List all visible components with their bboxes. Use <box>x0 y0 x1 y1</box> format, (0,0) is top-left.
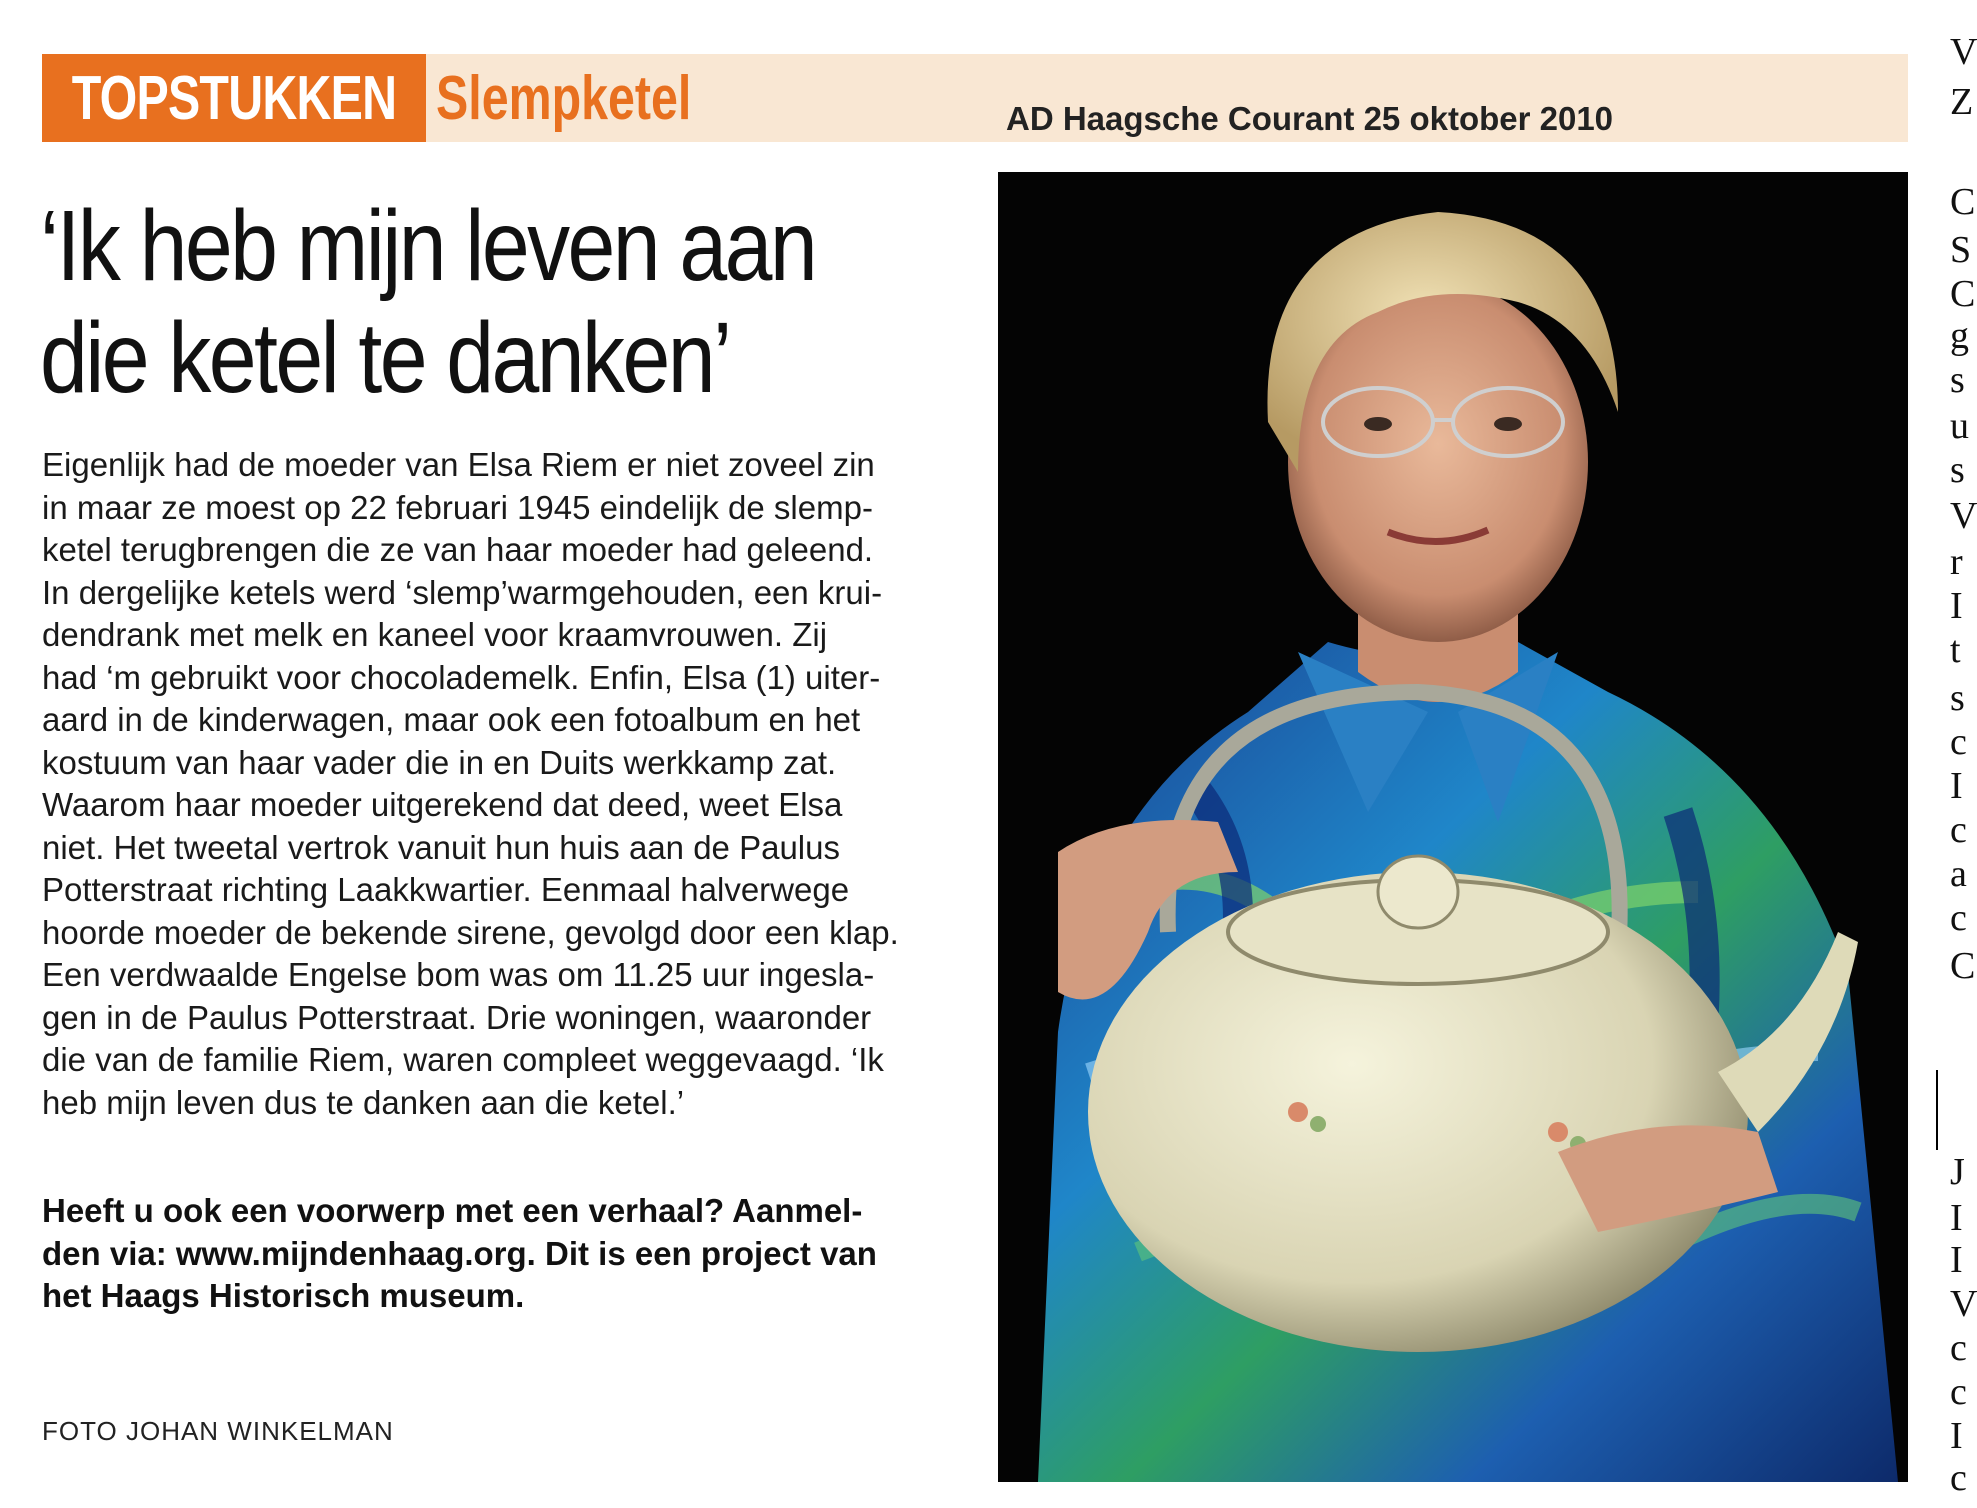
newspaper-source: AD Haagsche Courant 25 oktober 2010 <box>1006 100 1614 137</box>
adjacent-column <box>1910 0 1977 1508</box>
body-line: Potterstraat richting Laakkwartier. Eenmaal halverwege <box>42 871 850 908</box>
adjacent-column-letter: a <box>1950 853 1967 895</box>
body-line: niet. Het tweetal vertrok vanuit hun huis aan de Paulus <box>42 828 840 866</box>
adjacent-column-letter: C <box>1950 945 1976 987</box>
call-to-action <box>42 1190 992 1318</box>
adjacent-column-letter: c <box>1950 1327 1967 1369</box>
adjacent-column-letter: C <box>1950 181 1976 223</box>
headline-line: die ketel te danken’ <box>40 302 730 414</box>
body-line: hoorde moeder de bekende sirene, gevolgd door een klap. <box>42 913 899 951</box>
adjacent-column-letter: I <box>1950 765 1963 807</box>
adjacent-column-letter: Z <box>1950 81 1974 123</box>
adjacent-column-letter: I <box>1950 1239 1963 1281</box>
body-line: in maar ze moest op 22 februari 1945 eindelijk de slemp- <box>42 488 873 526</box>
section-subject-label: Slempketel <box>436 63 692 133</box>
call-line: Heeft u ook een voorwerp met een verhaal? Aanmel- <box>42 1192 863 1229</box>
portrait-photo <box>998 172 1908 1482</box>
adjacent-column-letter: S <box>1950 229 1972 271</box>
adjacent-column-letter: V <box>1950 495 1977 537</box>
section-subject <box>436 54 763 142</box>
adjacent-column-letter: s <box>1950 359 1965 401</box>
body-line: aard in de kinderwagen, maar ook een fotoalbum en het <box>42 701 861 738</box>
adjacent-column-letter: t <box>1950 629 1961 671</box>
adjacent-column-letter: V <box>1950 1283 1977 1325</box>
headline <box>40 190 980 414</box>
photo-credit: FOTO JOHAN WINKELMAN <box>42 1416 394 1446</box>
headline-line: ‘Ik heb mijn leven aan <box>40 190 816 302</box>
adjacent-column-letter: g <box>1950 315 1969 357</box>
body-line: kostuum van haar vader die in en Duits werkkamp zat. <box>42 743 837 781</box>
article-body <box>42 444 992 1124</box>
body-line: heb mijn leven dus te danken aan die ketel.’ <box>42 1083 685 1121</box>
adjacent-column-letter: c <box>1950 809 1967 851</box>
adjacent-column-letter: c <box>1950 1371 1967 1413</box>
adjacent-column-letter: s <box>1950 449 1965 491</box>
adjacent-column-letter: c <box>1950 897 1967 939</box>
adjacent-column-letter: I <box>1950 1197 1963 1239</box>
call-line: het Haags Historisch museum. <box>42 1277 525 1314</box>
adjacent-column-letter: s <box>1950 677 1965 719</box>
body-line: gen in de Paulus Potterstraat. Drie woningen, waaronder <box>42 998 872 1036</box>
adjacent-column-letter: I <box>1950 585 1963 627</box>
portrait-illustration <box>998 172 1908 1482</box>
body-line: ketel terugbrengen die ze van haar moeder had geleend. <box>42 531 874 568</box>
adjacent-column-letter: u <box>1950 405 1969 447</box>
adjacent-column-letter: V <box>1950 31 1977 73</box>
adjacent-column-letter: c <box>1950 721 1967 763</box>
body-line: die van de familie Riem, waren compleet weggevaagd. ‘Ik <box>42 1041 884 1078</box>
column-rule <box>1936 1070 1938 1150</box>
body-line: Waarom haar moeder uitgerekend dat deed, weet Elsa <box>42 786 843 823</box>
call-line: den via: www.mijndenhaag.org. Dit is een project van <box>42 1234 877 1272</box>
body-line: had ‘m gebruikt voor chocolademelk. Enfin, Elsa (1) uiter- <box>42 658 881 696</box>
section-tag-label: TOPSTUKKEN <box>71 63 397 133</box>
section-tag <box>42 54 426 142</box>
body-line: dendrank met melk en kaneel voor kraamvrouwen. Zij <box>42 616 828 653</box>
adjacent-column-letter: J <box>1950 1151 1965 1193</box>
adjacent-column-letter: c <box>1950 1457 1967 1499</box>
adjacent-column-letter: r <box>1950 541 1963 583</box>
body-line: In dergelijke ketels werd ‘slemp’warmgehouden, een krui- <box>42 573 883 611</box>
adjacent-column-letter: I <box>1950 1415 1963 1457</box>
body-line: Een verdwaalde Engelse bom was om 11.25 uur ingesla- <box>42 956 875 993</box>
adjacent-column-letter: C <box>1950 273 1976 315</box>
body-line: Eigenlijk had de moeder van Elsa Riem er niet zoveel zin <box>42 446 875 483</box>
